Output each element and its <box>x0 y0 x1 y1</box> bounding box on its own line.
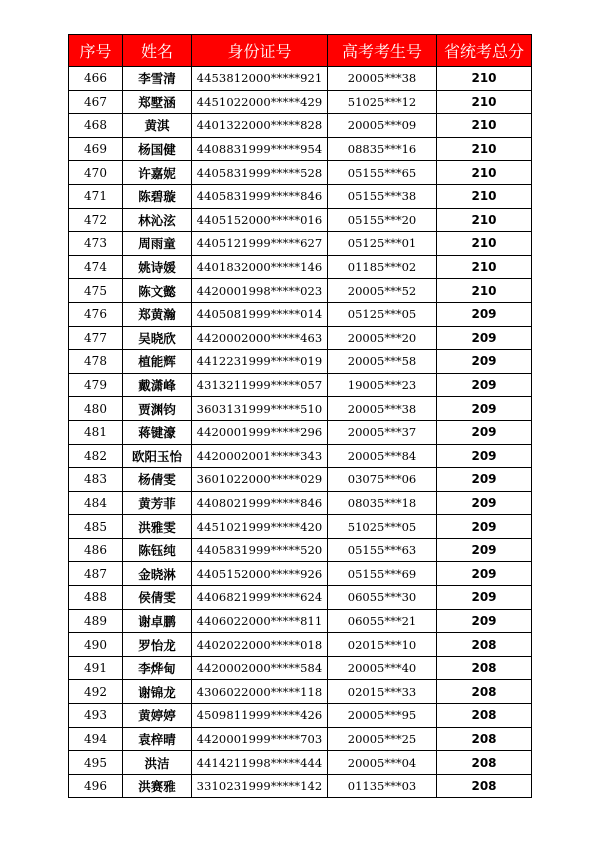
cell-seq: 486 <box>69 538 123 562</box>
cell-name: 谢卓鹏 <box>123 609 192 633</box>
cell-seq: 466 <box>69 67 123 91</box>
cell-exam-number: 20005***25 <box>328 727 437 751</box>
cell-name: 欧阳玉怡 <box>123 444 192 468</box>
cell-total-score: 210 <box>437 114 532 138</box>
cell-total-score: 208 <box>437 727 532 751</box>
cell-total-score: 210 <box>437 90 532 114</box>
table-row <box>69 704 532 728</box>
table-row <box>69 751 532 775</box>
cell-exam-number: 02015***10 <box>328 633 437 657</box>
cell-seq: 488 <box>69 586 123 610</box>
cell-exam-number: 03075***06 <box>328 468 437 492</box>
cell-exam-number: 20005***09 <box>328 114 437 138</box>
cell-exam-number: 05125***01 <box>328 232 437 256</box>
cell-total-score: 209 <box>437 562 532 586</box>
table-row <box>69 420 532 444</box>
cell-seq: 493 <box>69 704 123 728</box>
cell-id-number: 4509811999*****426 <box>192 704 328 728</box>
cell-exam-number: 20005***40 <box>328 656 437 680</box>
cell-exam-number: 08835***16 <box>328 137 437 161</box>
cell-name: 李烨甸 <box>123 656 192 680</box>
cell-seq: 490 <box>69 633 123 657</box>
cell-exam-number: 19005***23 <box>328 373 437 397</box>
cell-name: 黄婷婷 <box>123 704 192 728</box>
cell-name: 罗怡龙 <box>123 633 192 657</box>
table-row <box>69 208 532 232</box>
cell-id-number: 4405831999*****528 <box>192 161 328 185</box>
cell-name: 谢锦龙 <box>123 680 192 704</box>
cell-total-score: 210 <box>437 161 532 185</box>
cell-name: 杨倩雯 <box>123 468 192 492</box>
cell-seq: 467 <box>69 90 123 114</box>
cell-name: 洪雅雯 <box>123 515 192 539</box>
cell-name: 吴晓欣 <box>123 326 192 350</box>
cell-id-number: 4414211998*****444 <box>192 751 328 775</box>
cell-exam-number: 05155***69 <box>328 562 437 586</box>
cell-id-number: 4408021999*****846 <box>192 491 328 515</box>
cell-seq: 468 <box>69 114 123 138</box>
cell-id-number: 4405831999*****520 <box>192 538 328 562</box>
cell-id-number: 4401832000*****146 <box>192 255 328 279</box>
cell-name: 许嘉妮 <box>123 161 192 185</box>
cell-total-score: 209 <box>437 491 532 515</box>
header-name: 姓名 <box>123 35 192 67</box>
table-row <box>69 538 532 562</box>
table-row <box>69 67 532 91</box>
cell-exam-number: 20005***38 <box>328 397 437 421</box>
cell-name: 郑墅涵 <box>123 90 192 114</box>
score-table <box>68 34 532 798</box>
cell-exam-number: 20005***52 <box>328 279 437 303</box>
cell-total-score: 209 <box>437 538 532 562</box>
cell-exam-number: 05155***65 <box>328 161 437 185</box>
table-row <box>69 137 532 161</box>
cell-id-number: 4405831999*****846 <box>192 184 328 208</box>
cell-exam-number: 01185***02 <box>328 255 437 279</box>
cell-exam-number: 02015***33 <box>328 680 437 704</box>
cell-id-number: 4306022000*****118 <box>192 680 328 704</box>
cell-total-score: 208 <box>437 774 532 798</box>
table-row <box>69 114 532 138</box>
cell-seq: 482 <box>69 444 123 468</box>
cell-exam-number: 01135***03 <box>328 774 437 798</box>
cell-name: 洪洁 <box>123 751 192 775</box>
cell-id-number: 4401322000*****828 <box>192 114 328 138</box>
cell-total-score: 209 <box>437 373 532 397</box>
cell-name: 洪赛雅 <box>123 774 192 798</box>
cell-id-number: 4451021999*****420 <box>192 515 328 539</box>
cell-name: 袁梓晴 <box>123 727 192 751</box>
cell-exam-number: 20005***37 <box>328 420 437 444</box>
header-row <box>69 35 532 67</box>
cell-name: 贾渊钧 <box>123 397 192 421</box>
cell-exam-number: 05155***63 <box>328 538 437 562</box>
cell-seq: 491 <box>69 656 123 680</box>
cell-name: 李雪清 <box>123 67 192 91</box>
header-id-number: 身份证号 <box>192 35 328 67</box>
cell-id-number: 4405152000*****016 <box>192 208 328 232</box>
table-row <box>69 680 532 704</box>
cell-exam-number: 20005***58 <box>328 350 437 374</box>
cell-id-number: 4406022000*****811 <box>192 609 328 633</box>
table-row <box>69 373 532 397</box>
cell-id-number: 4420002000*****584 <box>192 656 328 680</box>
cell-seq: 489 <box>69 609 123 633</box>
cell-exam-number: 51025***12 <box>328 90 437 114</box>
cell-name: 杨国健 <box>123 137 192 161</box>
cell-total-score: 210 <box>437 137 532 161</box>
cell-total-score: 210 <box>437 232 532 256</box>
cell-name: 郑黄瀚 <box>123 302 192 326</box>
table-row <box>69 161 532 185</box>
cell-id-number: 3603131999*****510 <box>192 397 328 421</box>
cell-exam-number: 08035***18 <box>328 491 437 515</box>
cell-name: 林沁泫 <box>123 208 192 232</box>
table-row <box>69 279 532 303</box>
table-row <box>69 515 532 539</box>
table-row <box>69 468 532 492</box>
cell-total-score: 208 <box>437 656 532 680</box>
cell-seq: 477 <box>69 326 123 350</box>
cell-seq: 469 <box>69 137 123 161</box>
table-row <box>69 444 532 468</box>
header-total-score: 省统考总分 <box>437 35 532 67</box>
table-row <box>69 656 532 680</box>
cell-seq: 481 <box>69 420 123 444</box>
cell-total-score: 209 <box>437 468 532 492</box>
cell-name: 姚诗媛 <box>123 255 192 279</box>
cell-total-score: 209 <box>437 397 532 421</box>
cell-total-score: 209 <box>437 515 532 539</box>
cell-id-number: 4453812000*****921 <box>192 67 328 91</box>
cell-total-score: 209 <box>437 586 532 610</box>
cell-exam-number: 06055***21 <box>328 609 437 633</box>
cell-name: 黄淇 <box>123 114 192 138</box>
cell-name: 周雨童 <box>123 232 192 256</box>
cell-seq: 496 <box>69 774 123 798</box>
cell-seq: 495 <box>69 751 123 775</box>
cell-seq: 485 <box>69 515 123 539</box>
table-row <box>69 609 532 633</box>
cell-seq: 473 <box>69 232 123 256</box>
cell-exam-number: 20005***20 <box>328 326 437 350</box>
cell-id-number: 4420001999*****296 <box>192 420 328 444</box>
cell-id-number: 4406821999*****624 <box>192 586 328 610</box>
cell-id-number: 4412231999*****019 <box>192 350 328 374</box>
cell-exam-number: 06055***30 <box>328 586 437 610</box>
cell-seq: 478 <box>69 350 123 374</box>
cell-id-number: 4420002001*****343 <box>192 444 328 468</box>
cell-name: 植能辉 <box>123 350 192 374</box>
cell-exam-number: 20005***04 <box>328 751 437 775</box>
cell-name: 黄芳菲 <box>123 491 192 515</box>
table-row <box>69 232 532 256</box>
table-row <box>69 774 532 798</box>
cell-exam-number: 20005***84 <box>328 444 437 468</box>
cell-name: 侯倩雯 <box>123 586 192 610</box>
cell-name: 陈钰纯 <box>123 538 192 562</box>
cell-exam-number: 05125***05 <box>328 302 437 326</box>
cell-seq: 474 <box>69 255 123 279</box>
cell-seq: 476 <box>69 302 123 326</box>
table-row <box>69 302 532 326</box>
cell-id-number: 4420001998*****023 <box>192 279 328 303</box>
cell-name: 蒋键濠 <box>123 420 192 444</box>
cell-seq: 487 <box>69 562 123 586</box>
table-row <box>69 562 532 586</box>
cell-total-score: 209 <box>437 609 532 633</box>
table-row <box>69 397 532 421</box>
cell-name: 陈碧璇 <box>123 184 192 208</box>
cell-seq: 471 <box>69 184 123 208</box>
table-row <box>69 633 532 657</box>
cell-id-number: 4408831999*****954 <box>192 137 328 161</box>
cell-id-number: 4402022000*****018 <box>192 633 328 657</box>
cell-id-number: 4451022000*****429 <box>192 90 328 114</box>
cell-exam-number: 20005***95 <box>328 704 437 728</box>
table-row <box>69 255 532 279</box>
cell-total-score: 209 <box>437 302 532 326</box>
cell-exam-number: 20005***38 <box>328 67 437 91</box>
cell-id-number: 3310231999*****142 <box>192 774 328 798</box>
table-row <box>69 491 532 515</box>
cell-total-score: 209 <box>437 350 532 374</box>
cell-total-score: 209 <box>437 444 532 468</box>
cell-seq: 483 <box>69 468 123 492</box>
cell-total-score: 208 <box>437 704 532 728</box>
cell-id-number: 4420001999*****703 <box>192 727 328 751</box>
cell-total-score: 210 <box>437 208 532 232</box>
cell-id-number: 4313211999*****057 <box>192 373 328 397</box>
cell-total-score: 208 <box>437 680 532 704</box>
table-row <box>69 727 532 751</box>
cell-name: 金晓淋 <box>123 562 192 586</box>
cell-total-score: 210 <box>437 67 532 91</box>
cell-seq: 475 <box>69 279 123 303</box>
table-row <box>69 90 532 114</box>
table-row <box>69 586 532 610</box>
table-row <box>69 350 532 374</box>
cell-total-score: 210 <box>437 255 532 279</box>
header-exam-number: 高考考生号 <box>328 35 437 67</box>
cell-seq: 472 <box>69 208 123 232</box>
cell-exam-number: 05155***38 <box>328 184 437 208</box>
cell-exam-number: 51025***05 <box>328 515 437 539</box>
cell-name: 陈文懿 <box>123 279 192 303</box>
cell-total-score: 208 <box>437 633 532 657</box>
table-row <box>69 326 532 350</box>
cell-seq: 470 <box>69 161 123 185</box>
cell-total-score: 208 <box>437 751 532 775</box>
cell-total-score: 210 <box>437 279 532 303</box>
cell-seq: 480 <box>69 397 123 421</box>
cell-id-number: 4405152000*****926 <box>192 562 328 586</box>
cell-exam-number: 05155***20 <box>328 208 437 232</box>
cell-id-number: 4405081999*****014 <box>192 302 328 326</box>
cell-id-number: 4405121999*****627 <box>192 232 328 256</box>
cell-name: 戴潇峰 <box>123 373 192 397</box>
cell-total-score: 209 <box>437 326 532 350</box>
cell-total-score: 209 <box>437 420 532 444</box>
cell-total-score: 210 <box>437 184 532 208</box>
cell-seq: 494 <box>69 727 123 751</box>
cell-seq: 484 <box>69 491 123 515</box>
cell-id-number: 3601022000*****029 <box>192 468 328 492</box>
cell-seq: 479 <box>69 373 123 397</box>
header-seq: 序号 <box>69 35 123 67</box>
cell-seq: 492 <box>69 680 123 704</box>
table-row <box>69 184 532 208</box>
cell-id-number: 4420002000*****463 <box>192 326 328 350</box>
